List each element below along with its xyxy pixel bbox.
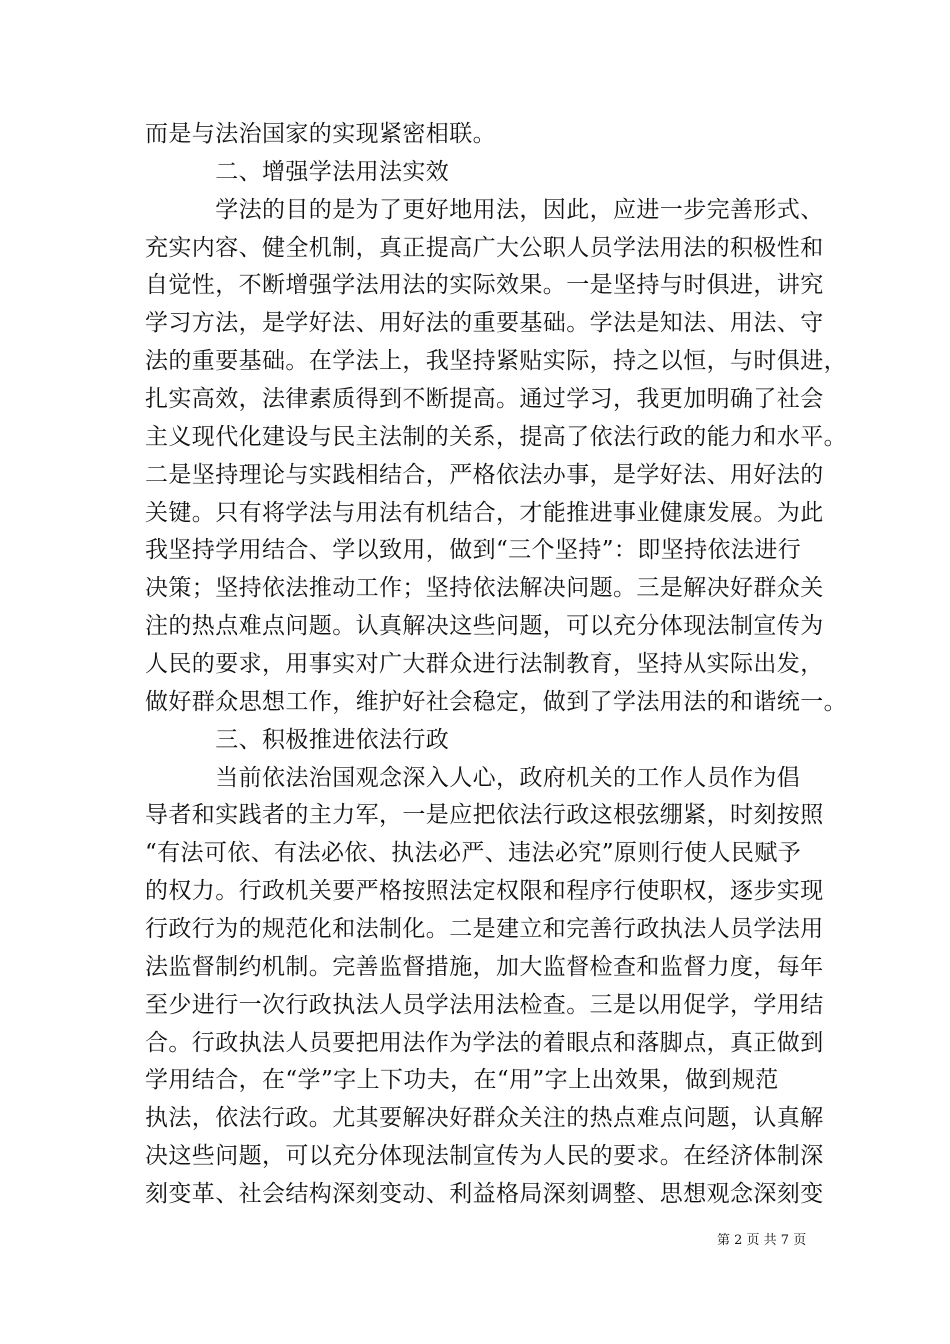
body-text-line: 刻变革、社会结构深刻变动、利益格局深刻调整、思想观念深刻变 xyxy=(145,1181,824,1207)
body-text-line: 人民的要求，用事实对广大群众进行法制教育，坚持从实际出发， xyxy=(145,651,824,677)
body-text-line: 主义现代化建设与民主法制的关系，提高了依法行政的能力和水平。 xyxy=(145,424,847,450)
body-text-line: 至少进行一次行政执法人员学法用法检查。三是以用促学，学用结 xyxy=(145,992,824,1018)
body-text-line: 导者和实践者的主力军，一是应把依法行政这根弦绷紧，时刻按照 xyxy=(145,802,824,828)
body-text-line: 决这些问题，可以充分体现法制宣传为人民的要求。在经济体制深 xyxy=(145,1143,824,1169)
body-text-line: 二是坚持理论与实践相结合，严格依法办事，是学好法、用好法的 xyxy=(145,462,824,488)
body-text-line: 的权力。行政机关要严格按照法定权限和程序行使职权，逐步实现 xyxy=(145,878,824,904)
body-text-line: 注的热点难点问题。认真解决这些问题，可以充分体现法制宣传为 xyxy=(145,613,824,639)
section-heading: 二、增强学法用法实效 xyxy=(145,159,450,185)
body-text-line: 法监督制约机制。完善监督措施，加大监督检查和监督力度，每年 xyxy=(145,954,824,980)
body-text-line: 做好群众思想工作，维护好社会稳定，做到了学法用法的和谐统一。 xyxy=(145,689,847,715)
body-text-line: 扎实高效，法律素质得到不断提高。通过学习，我更加明确了社会 xyxy=(145,386,824,412)
body-text-line: 关键。只有将学法与用法有机结合，才能推进事业健康发展。为此 xyxy=(145,500,824,526)
body-text-line: 法的重要基础。在学法上，我坚持紧贴实际，持之以恒，与时俱进， xyxy=(145,348,847,374)
body-text-line: 学用结合，在“学”字上下功夫，在“用”字上出效果，做到规范 xyxy=(145,1067,779,1093)
body-text-line: 行政行为的规范化和法制化。二是建立和完善行政执法人员学法用 xyxy=(145,916,824,942)
body-text-line: 我坚持学用结合、学以致用，做到“三个坚持”：即坚持依法进行 xyxy=(145,537,802,563)
page-number-footer: 第 2 页 共 7 页 xyxy=(717,1233,807,1248)
body-text-line: “有法可依、有法必依、执法必严、违法必究”原则行使人民赋予 xyxy=(145,840,802,866)
body-text-line: 充实内容、健全机制，真正提高广大公职人员学法用法的积极性和 xyxy=(145,235,824,261)
section-heading: 三、积极推进依法行政 xyxy=(145,727,450,753)
body-text-line: 学法的目的是为了更好地用法，因此，应进一步完善形式、 xyxy=(145,197,824,223)
body-text-line: 执法，依法行政。尤其要解决好群众关注的热点难点问题，认真解 xyxy=(145,1105,824,1131)
body-text-line: 自觉性，不断增强学法用法的实际效果。一是坚持与时俱进，讲究 xyxy=(145,272,824,298)
body-text-line: 决策；坚持依法推动工作；坚持依法解决问题。三是解决好群众关 xyxy=(145,575,824,601)
body-text-line: 而是与法治国家的实现紧密相联。 xyxy=(145,121,496,147)
body-text-line: 学习方法，是学好法、用好法的重要基础。学法是知法、用法、守 xyxy=(145,310,824,336)
body-text-line: 当前依法治国观念深入人心，政府机关的工作人员作为倡 xyxy=(145,765,801,791)
body-text-line: 合。行政执法人员要把用法作为学法的着眼点和落脚点，真正做到 xyxy=(145,1030,824,1056)
